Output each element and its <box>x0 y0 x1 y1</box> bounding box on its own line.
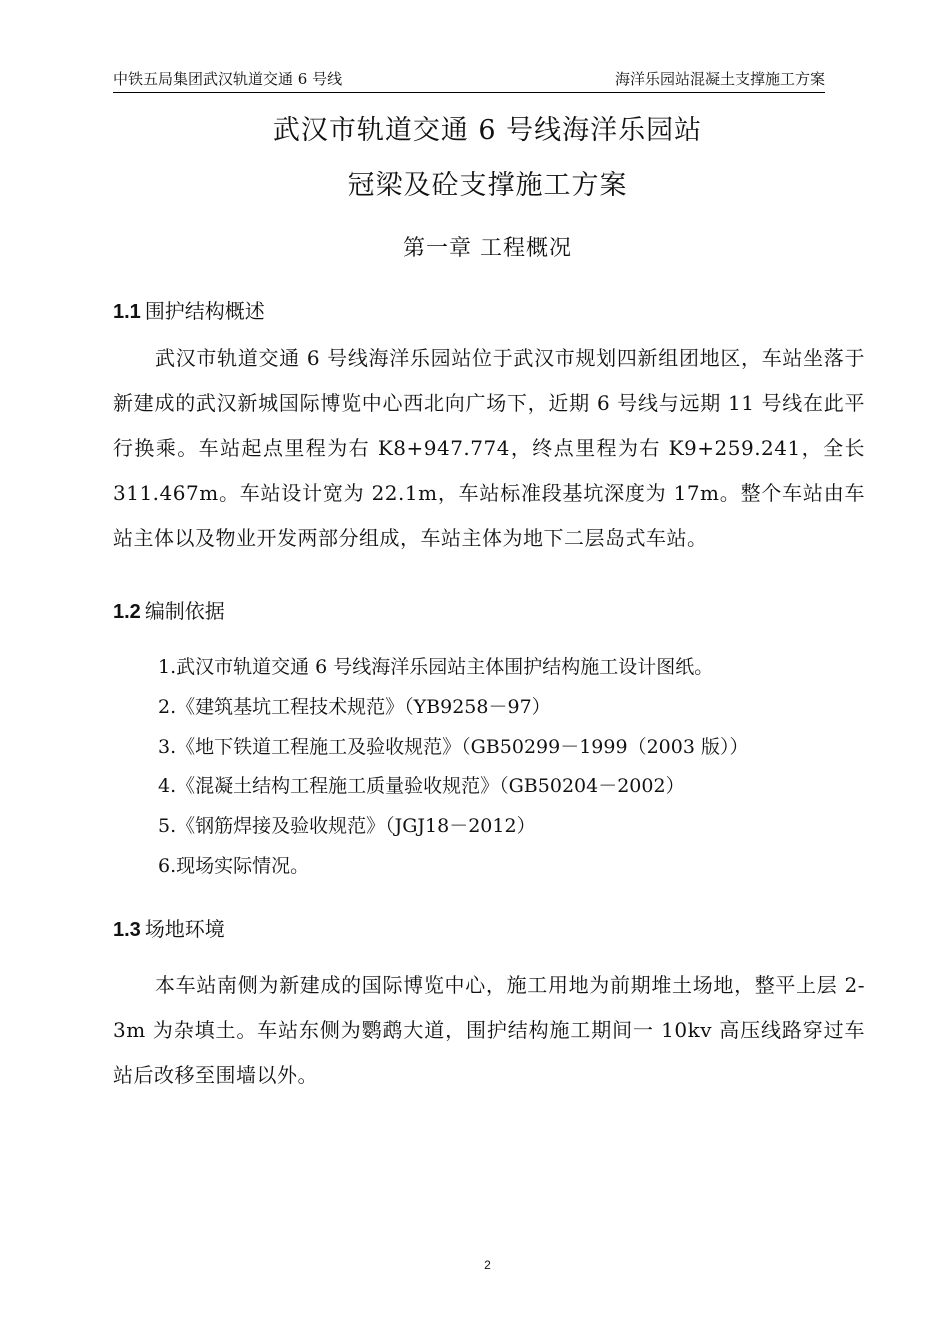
document-title-line-1: 武汉市轨道交通 6 号线海洋乐园站 <box>272 115 703 146</box>
section-number: 1.2 <box>113 601 141 623</box>
section-heading-1-2 <box>113 595 225 624</box>
section-title: 编制依据 <box>144 599 225 623</box>
reference-list <box>158 648 748 887</box>
reference-item: 6.现场实际情况。 <box>158 854 310 877</box>
page-header <box>113 66 825 93</box>
reference-item: 2.《建筑基坑工程技术规范》（YB9258－97） <box>158 695 551 718</box>
section-number: 1.1 <box>113 301 141 323</box>
page-number: 2 <box>484 1258 491 1272</box>
section-number: 1.3 <box>113 919 141 941</box>
section-heading-1-3 <box>113 913 225 942</box>
document-title-line-2: 冠梁及砼支撑施工方案 <box>347 170 628 201</box>
reference-item: 3.《地下铁道工程施工及验收规范》（GB50299－1999（2003 版）） <box>158 735 749 758</box>
section-1-3-paragraph: 本车站南侧为新建成的国际博览中心，施工用地为前期堆土场地，整平上层 2-3m 为杂填土。车站东侧为鹦鹉大道，围护结构施工期间一 10kv 高压线路穿过车站后改移至围墙以外。 <box>113 973 865 1087</box>
section-title: 场地环境 <box>144 917 225 941</box>
reference-item: 1.武汉市轨道交通 6 号线海洋乐园站主体围护结构施工设计图纸。 <box>158 656 714 678</box>
header-right-text: 海洋乐园站混凝土支撑施工方案 <box>614 70 825 88</box>
section-1-1-paragraph: 武汉市轨道交通 6 号线海洋乐园站位于武汉市规划四新组团地区，车站坐落于新建成的武汉新城国际博览中心西北向广场下，近期 6 号线与远期 11 号线在此平行换乘。车站起点里程为右 K8+947.774，终点里程为右 K9+259.241，全长 311.467m。车站设计宽为 22.1m，车站标准段基坑深度为 17m。整个车站由车站主体以及物业开发两部分组成，车站主体为地下二层岛式车站。 <box>113 346 865 550</box>
reference-item: 5.《钢筋焊接及验收规范》（JGJ18－2012） <box>158 815 536 838</box>
section-heading-1-1 <box>113 295 265 324</box>
section-title: 围护结构概述 <box>144 299 265 323</box>
reference-item: 4.《混凝土结构工程施工质量验收规范》（GB50204－2002） <box>158 775 685 798</box>
header-left-text: 中铁五局集团武汉轨道交通 6 号线 <box>113 70 343 88</box>
chapter-heading: 第一章 工程概况 <box>403 236 572 261</box>
